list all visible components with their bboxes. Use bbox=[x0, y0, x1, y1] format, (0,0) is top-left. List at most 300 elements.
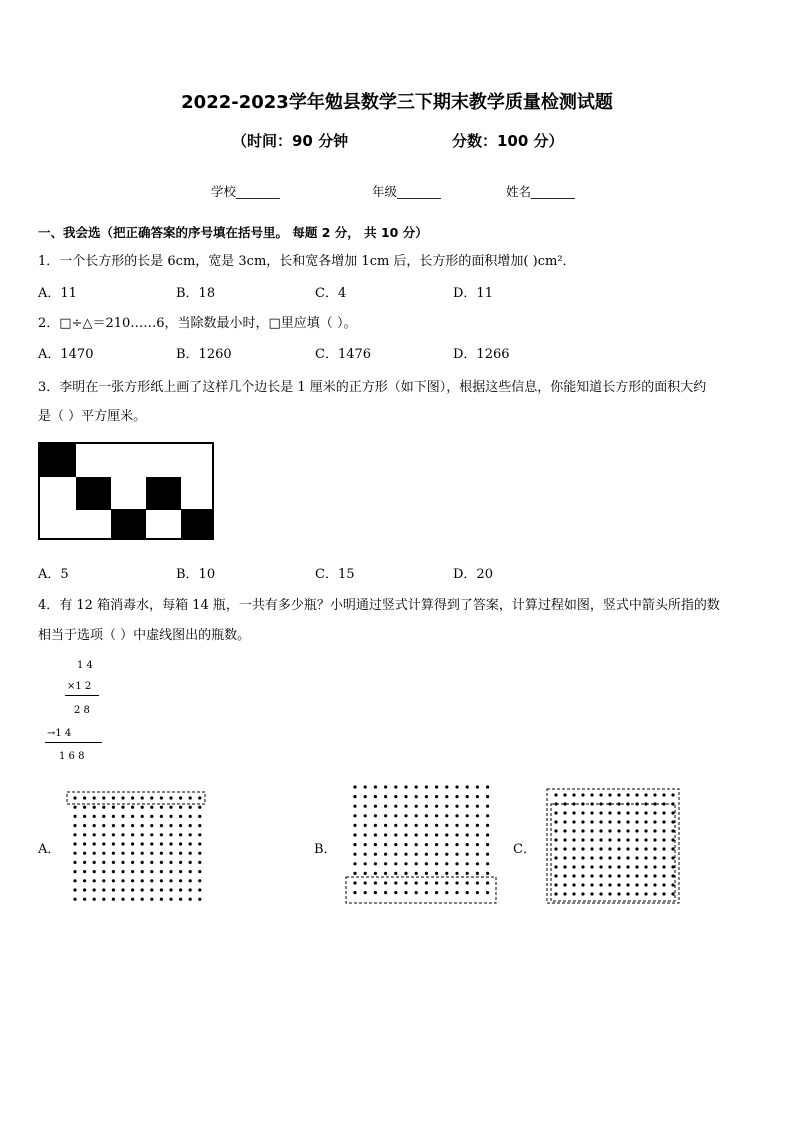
bottle-dot bbox=[476, 881, 479, 884]
bottle-dot bbox=[662, 874, 665, 877]
bottle-dot bbox=[353, 891, 356, 894]
bottle-dot bbox=[93, 879, 96, 882]
bottle-dot bbox=[93, 815, 96, 818]
bottle-dot bbox=[435, 833, 438, 836]
bottle-dot bbox=[425, 833, 428, 836]
bottle-dot bbox=[102, 852, 105, 855]
bottle-dot bbox=[198, 870, 201, 873]
bottle-dot bbox=[425, 881, 428, 884]
bottle-dot bbox=[150, 861, 153, 864]
q4-option-b-dot-figure bbox=[343, 780, 501, 908]
bottle-dot bbox=[141, 806, 144, 809]
bottle-dot bbox=[662, 838, 665, 841]
bottle-dot bbox=[608, 820, 611, 823]
bottle-dot bbox=[486, 795, 489, 798]
bottle-dot bbox=[189, 861, 192, 864]
bottle-dot bbox=[131, 842, 134, 845]
bottle-dot bbox=[415, 872, 418, 875]
bottle-dot bbox=[121, 898, 124, 901]
bottle-dot bbox=[353, 872, 356, 875]
bottle-dot bbox=[572, 865, 575, 868]
bottle-dot bbox=[617, 838, 620, 841]
bottle-dot bbox=[617, 883, 620, 886]
bottle-dot bbox=[121, 815, 124, 818]
bottle-dot bbox=[112, 861, 115, 864]
bottle-dot bbox=[635, 856, 638, 859]
bottle-dot bbox=[590, 865, 593, 868]
bottle-dot bbox=[364, 862, 367, 865]
bottle-dot bbox=[384, 862, 387, 865]
bottle-dot bbox=[93, 842, 96, 845]
q1-option-a: A．11 bbox=[38, 286, 77, 301]
bottle-dot bbox=[435, 805, 438, 808]
bottle-dot bbox=[374, 843, 377, 846]
bottle-dot bbox=[581, 820, 584, 823]
bottle-dot bbox=[486, 843, 489, 846]
bottle-dot bbox=[425, 805, 428, 808]
bottle-dot bbox=[121, 824, 124, 827]
bottle-dot bbox=[608, 838, 611, 841]
bottle-dot bbox=[572, 883, 575, 886]
bottle-dot bbox=[169, 833, 172, 836]
bottle-dot bbox=[476, 891, 479, 894]
bottle-dot bbox=[662, 856, 665, 859]
bottle-dot bbox=[635, 829, 638, 832]
bottle-dot bbox=[353, 785, 356, 788]
bottle-dot bbox=[112, 870, 115, 873]
bottle-dot bbox=[198, 879, 201, 882]
bottle-dot bbox=[169, 898, 172, 901]
bottle-dot bbox=[445, 795, 448, 798]
bottle-dot bbox=[102, 815, 105, 818]
bottle-dot bbox=[131, 861, 134, 864]
bottle-dot bbox=[608, 802, 611, 805]
q2-option-d: D．1266 bbox=[453, 347, 510, 362]
bottle-dot bbox=[394, 785, 397, 788]
bottle-dot bbox=[554, 874, 557, 877]
bottle-dot bbox=[590, 802, 593, 805]
bottle-dot bbox=[455, 881, 458, 884]
bottle-dot bbox=[384, 872, 387, 875]
q2-option-a: A．1470 bbox=[38, 347, 94, 362]
bottle-dot bbox=[599, 883, 602, 886]
bottle-dot bbox=[73, 824, 76, 827]
bottle-dot bbox=[384, 881, 387, 884]
bottle-dot bbox=[374, 891, 377, 894]
bottle-dot bbox=[671, 874, 674, 877]
bottle-dot bbox=[608, 883, 611, 886]
bottle-dot bbox=[608, 874, 611, 877]
bottle-dot bbox=[73, 842, 76, 845]
bottle-dot bbox=[635, 865, 638, 868]
bottle-dot bbox=[644, 793, 647, 796]
bottle-dot bbox=[635, 847, 638, 850]
bottle-dot bbox=[617, 847, 620, 850]
bottle-dot bbox=[150, 824, 153, 827]
bottle-dot bbox=[644, 820, 647, 823]
bottle-dot bbox=[608, 847, 611, 850]
bottle-dot bbox=[653, 865, 656, 868]
grade-field: 年级_______ bbox=[372, 184, 441, 199]
bottle-dot bbox=[394, 795, 397, 798]
bottle-dot bbox=[73, 796, 76, 799]
bottle-dot bbox=[572, 829, 575, 832]
bottle-dot bbox=[131, 833, 134, 836]
bottle-dot bbox=[374, 833, 377, 836]
bottle-dot bbox=[662, 793, 665, 796]
bottle-dot bbox=[131, 888, 134, 891]
bottle-dot bbox=[455, 833, 458, 836]
bottle-dot bbox=[141, 852, 144, 855]
bottle-dot bbox=[415, 805, 418, 808]
bottle-dot bbox=[150, 796, 153, 799]
bottle-dot bbox=[353, 833, 356, 836]
bottle-dot bbox=[626, 829, 629, 832]
black-square bbox=[76, 477, 111, 510]
bottle-dot bbox=[102, 861, 105, 864]
bottle-dot bbox=[455, 805, 458, 808]
bottle-dot bbox=[404, 824, 407, 827]
bottle-dot bbox=[563, 820, 566, 823]
bottle-dot bbox=[415, 862, 418, 865]
bottle-dot bbox=[626, 874, 629, 877]
bottle-dot bbox=[141, 888, 144, 891]
question-2-text: 2．□÷△＝210……6，当除数最小时，□里应填（ ）。 bbox=[38, 316, 357, 331]
bottle-dot bbox=[93, 833, 96, 836]
bottle-dot bbox=[83, 815, 86, 818]
bottle-dot bbox=[394, 814, 397, 817]
bottle-dot bbox=[563, 856, 566, 859]
bottle-dot bbox=[121, 842, 124, 845]
bottle-dot bbox=[374, 795, 377, 798]
black-square bbox=[146, 477, 181, 510]
bottle-dot bbox=[141, 898, 144, 901]
bottle-dot bbox=[466, 785, 469, 788]
bottle-dot bbox=[554, 820, 557, 823]
bottle-dot bbox=[160, 824, 163, 827]
bottle-dot bbox=[455, 862, 458, 865]
bottle-dot bbox=[644, 856, 647, 859]
bottle-dot bbox=[198, 833, 201, 836]
bottle-dot bbox=[476, 833, 479, 836]
bottle-dot bbox=[415, 785, 418, 788]
bottle-dot bbox=[189, 833, 192, 836]
bottle-dot bbox=[563, 847, 566, 850]
bottle-dot bbox=[160, 870, 163, 873]
bottle-dot bbox=[73, 833, 76, 836]
bottle-dot bbox=[131, 815, 134, 818]
bottle-dot bbox=[404, 795, 407, 798]
bottle-dot bbox=[121, 833, 124, 836]
bottle-dot bbox=[198, 806, 201, 809]
bottle-dot bbox=[141, 879, 144, 882]
bottle-dot bbox=[112, 833, 115, 836]
question-4-text-line2: 相当于选项（ ）中虚线图出的瓶数。 bbox=[38, 628, 251, 643]
bottle-dot bbox=[384, 833, 387, 836]
bottle-dot bbox=[169, 824, 172, 827]
bottle-dot bbox=[112, 852, 115, 855]
bottle-dot bbox=[435, 853, 438, 856]
bottle-dot bbox=[150, 870, 153, 873]
bottle-dot bbox=[394, 862, 397, 865]
bottle-dot bbox=[394, 872, 397, 875]
bottle-dot bbox=[353, 795, 356, 798]
bottle-dot bbox=[374, 805, 377, 808]
bottle-dot bbox=[150, 833, 153, 836]
bottle-dot bbox=[476, 814, 479, 817]
bottle-dot bbox=[486, 862, 489, 865]
bottle-dot bbox=[581, 838, 584, 841]
bottle-dot bbox=[93, 824, 96, 827]
bottle-dot bbox=[662, 802, 665, 805]
bottle-dot bbox=[554, 865, 557, 868]
bottle-dot bbox=[599, 829, 602, 832]
bottle-dot bbox=[364, 881, 367, 884]
calc-line bbox=[45, 742, 102, 743]
bottle-dot bbox=[617, 892, 620, 895]
bottle-dot bbox=[644, 847, 647, 850]
bottle-dot bbox=[93, 888, 96, 891]
q3-option-c: C．15 bbox=[315, 567, 355, 582]
bottle-dot bbox=[435, 795, 438, 798]
section-heading: 一、我会选（把正确答案的序号填在括号里。 每题 2 分， 共 10 分） bbox=[38, 225, 428, 240]
bottle-dot bbox=[141, 796, 144, 799]
bottle-dot bbox=[131, 796, 134, 799]
bottle-dot bbox=[671, 811, 674, 814]
bottle-dot bbox=[364, 872, 367, 875]
calc-line bbox=[65, 695, 99, 696]
bottle-dot bbox=[169, 870, 172, 873]
bottle-dot bbox=[179, 861, 182, 864]
bottle-dot bbox=[169, 796, 172, 799]
bottle-dot bbox=[617, 874, 620, 877]
bottle-dot bbox=[572, 856, 575, 859]
bottle-dot bbox=[644, 811, 647, 814]
bottle-dot bbox=[189, 806, 192, 809]
bottle-dot bbox=[374, 881, 377, 884]
bottle-dot bbox=[73, 852, 76, 855]
bottle-dot bbox=[455, 795, 458, 798]
bottle-dot bbox=[73, 806, 76, 809]
bottle-dot bbox=[131, 879, 134, 882]
bottle-dot bbox=[112, 898, 115, 901]
bottle-dot bbox=[415, 891, 418, 894]
bottle-dot bbox=[179, 842, 182, 845]
bottle-dot bbox=[404, 805, 407, 808]
bottle-dot bbox=[179, 898, 182, 901]
bottle-dot bbox=[131, 870, 134, 873]
bottle-dot bbox=[445, 872, 448, 875]
bottle-dot bbox=[83, 898, 86, 901]
bottle-dot bbox=[626, 820, 629, 823]
bottle-dot bbox=[415, 824, 418, 827]
bottle-dot bbox=[160, 898, 163, 901]
bottle-dot bbox=[572, 793, 575, 796]
bottle-dot bbox=[384, 824, 387, 827]
bottle-dot bbox=[160, 815, 163, 818]
bottle-dot bbox=[425, 872, 428, 875]
bottle-dot bbox=[644, 802, 647, 805]
bottle-dot bbox=[626, 892, 629, 895]
bottle-dot bbox=[617, 856, 620, 859]
bottle-dot bbox=[599, 811, 602, 814]
bottle-dot bbox=[102, 824, 105, 827]
bottle-dot bbox=[415, 843, 418, 846]
bottle-dot bbox=[93, 806, 96, 809]
name-field: 姓名_______ bbox=[506, 184, 575, 199]
bottle-dot bbox=[374, 872, 377, 875]
bottle-dot bbox=[73, 888, 76, 891]
calc-row-3: 2 8 bbox=[74, 705, 90, 716]
bottle-dot bbox=[644, 865, 647, 868]
bottle-dot bbox=[466, 833, 469, 836]
bottle-dot bbox=[662, 892, 665, 895]
bottle-dot bbox=[590, 820, 593, 823]
bottle-dot bbox=[189, 842, 192, 845]
bottle-dot bbox=[374, 785, 377, 788]
page-title: 2022-2023学年勉县数学三下期末教学质量检测试题 bbox=[181, 92, 613, 113]
bottle-dot bbox=[635, 802, 638, 805]
bottle-dot bbox=[466, 843, 469, 846]
bottle-dot bbox=[425, 824, 428, 827]
bottle-dot bbox=[93, 796, 96, 799]
bottle-dot bbox=[425, 795, 428, 798]
bottle-dot bbox=[635, 811, 638, 814]
bottle-dot bbox=[626, 847, 629, 850]
bottle-dot bbox=[364, 891, 367, 894]
bottle-dot bbox=[112, 815, 115, 818]
bottle-dot bbox=[189, 815, 192, 818]
bottle-dot bbox=[415, 814, 418, 817]
bottle-dot bbox=[169, 806, 172, 809]
bottle-dot bbox=[415, 795, 418, 798]
bottle-dot bbox=[445, 814, 448, 817]
bottle-dot bbox=[486, 833, 489, 836]
bottle-dot bbox=[653, 856, 656, 859]
bottle-dot bbox=[455, 853, 458, 856]
bottle-dot bbox=[476, 795, 479, 798]
bottle-dot bbox=[415, 881, 418, 884]
bottle-dot bbox=[581, 865, 584, 868]
bottle-dot bbox=[169, 861, 172, 864]
bottle-dot bbox=[455, 843, 458, 846]
bottle-dot bbox=[189, 824, 192, 827]
bottle-dot bbox=[112, 824, 115, 827]
bottle-dot bbox=[581, 847, 584, 850]
calc-row-1: 1 4 bbox=[77, 660, 93, 671]
bottle-dot bbox=[590, 847, 593, 850]
bottle-dot bbox=[179, 888, 182, 891]
bottle-dot bbox=[353, 862, 356, 865]
bottle-dot bbox=[671, 820, 674, 823]
bottle-dot bbox=[364, 805, 367, 808]
bottle-dot bbox=[617, 829, 620, 832]
bottle-dot bbox=[353, 853, 356, 856]
bottle-dot bbox=[572, 874, 575, 877]
bottle-dot bbox=[394, 843, 397, 846]
exam-score: 分数：100 分） bbox=[452, 132, 564, 150]
bottle-dot bbox=[160, 888, 163, 891]
bottle-dot bbox=[404, 843, 407, 846]
bottle-dot bbox=[353, 824, 356, 827]
bottle-dot bbox=[112, 842, 115, 845]
calc-row-5: 1 6 8 bbox=[59, 751, 85, 762]
bottle-dot bbox=[150, 852, 153, 855]
bottle-dot bbox=[435, 891, 438, 894]
bottle-dot bbox=[198, 796, 201, 799]
bottle-dot bbox=[599, 856, 602, 859]
bottle-dot bbox=[626, 883, 629, 886]
bottle-dot bbox=[404, 853, 407, 856]
bottle-dot bbox=[93, 870, 96, 873]
bottle-dot bbox=[102, 879, 105, 882]
bottle-dot bbox=[102, 888, 105, 891]
bottle-dot bbox=[160, 833, 163, 836]
black-square bbox=[111, 509, 146, 540]
bottle-dot bbox=[626, 793, 629, 796]
q3-rectangle-figure bbox=[38, 442, 214, 540]
bottle-dot bbox=[599, 838, 602, 841]
bottle-dot bbox=[671, 892, 674, 895]
bottle-dot bbox=[198, 842, 201, 845]
bottle-dot bbox=[141, 833, 144, 836]
bottle-dot bbox=[486, 824, 489, 827]
q3-option-b: B．10 bbox=[176, 567, 216, 582]
bottle-dot bbox=[73, 879, 76, 882]
bottle-dot bbox=[626, 811, 629, 814]
bottle-dot bbox=[83, 796, 86, 799]
bottle-dot bbox=[554, 838, 557, 841]
bottle-dot bbox=[455, 785, 458, 788]
q1-option-b: B．18 bbox=[176, 286, 216, 301]
bottle-dot bbox=[83, 842, 86, 845]
bottle-dot bbox=[554, 802, 557, 805]
bottle-dot bbox=[626, 838, 629, 841]
bottle-dot bbox=[435, 843, 438, 846]
bottle-dot bbox=[131, 852, 134, 855]
bottle-dot bbox=[572, 811, 575, 814]
bottle-dot bbox=[581, 856, 584, 859]
bottle-dot bbox=[160, 861, 163, 864]
bottle-dot bbox=[635, 874, 638, 877]
bottle-dot bbox=[581, 874, 584, 877]
bottle-dot bbox=[150, 879, 153, 882]
bottle-dot bbox=[435, 872, 438, 875]
bottle-dot bbox=[563, 892, 566, 895]
bottle-dot bbox=[93, 861, 96, 864]
bottle-dot bbox=[476, 853, 479, 856]
bottle-dot bbox=[73, 870, 76, 873]
bottle-dot bbox=[671, 856, 674, 859]
bottle-dot bbox=[73, 898, 76, 901]
bottle-dot bbox=[563, 883, 566, 886]
q4-option-b: B． bbox=[314, 842, 337, 857]
bottle-dot bbox=[141, 815, 144, 818]
bottle-dot bbox=[671, 838, 674, 841]
bottle-dot bbox=[608, 829, 611, 832]
bottle-dot bbox=[435, 824, 438, 827]
bottle-dot bbox=[394, 833, 397, 836]
bottle-dot bbox=[353, 843, 356, 846]
bottle-dot bbox=[198, 824, 201, 827]
bottle-dot bbox=[653, 847, 656, 850]
bottle-dot bbox=[476, 785, 479, 788]
bottle-dot bbox=[445, 881, 448, 884]
bottle-dot bbox=[445, 853, 448, 856]
bottle-dot bbox=[599, 793, 602, 796]
bottle-dot bbox=[581, 793, 584, 796]
bottle-dot bbox=[141, 824, 144, 827]
